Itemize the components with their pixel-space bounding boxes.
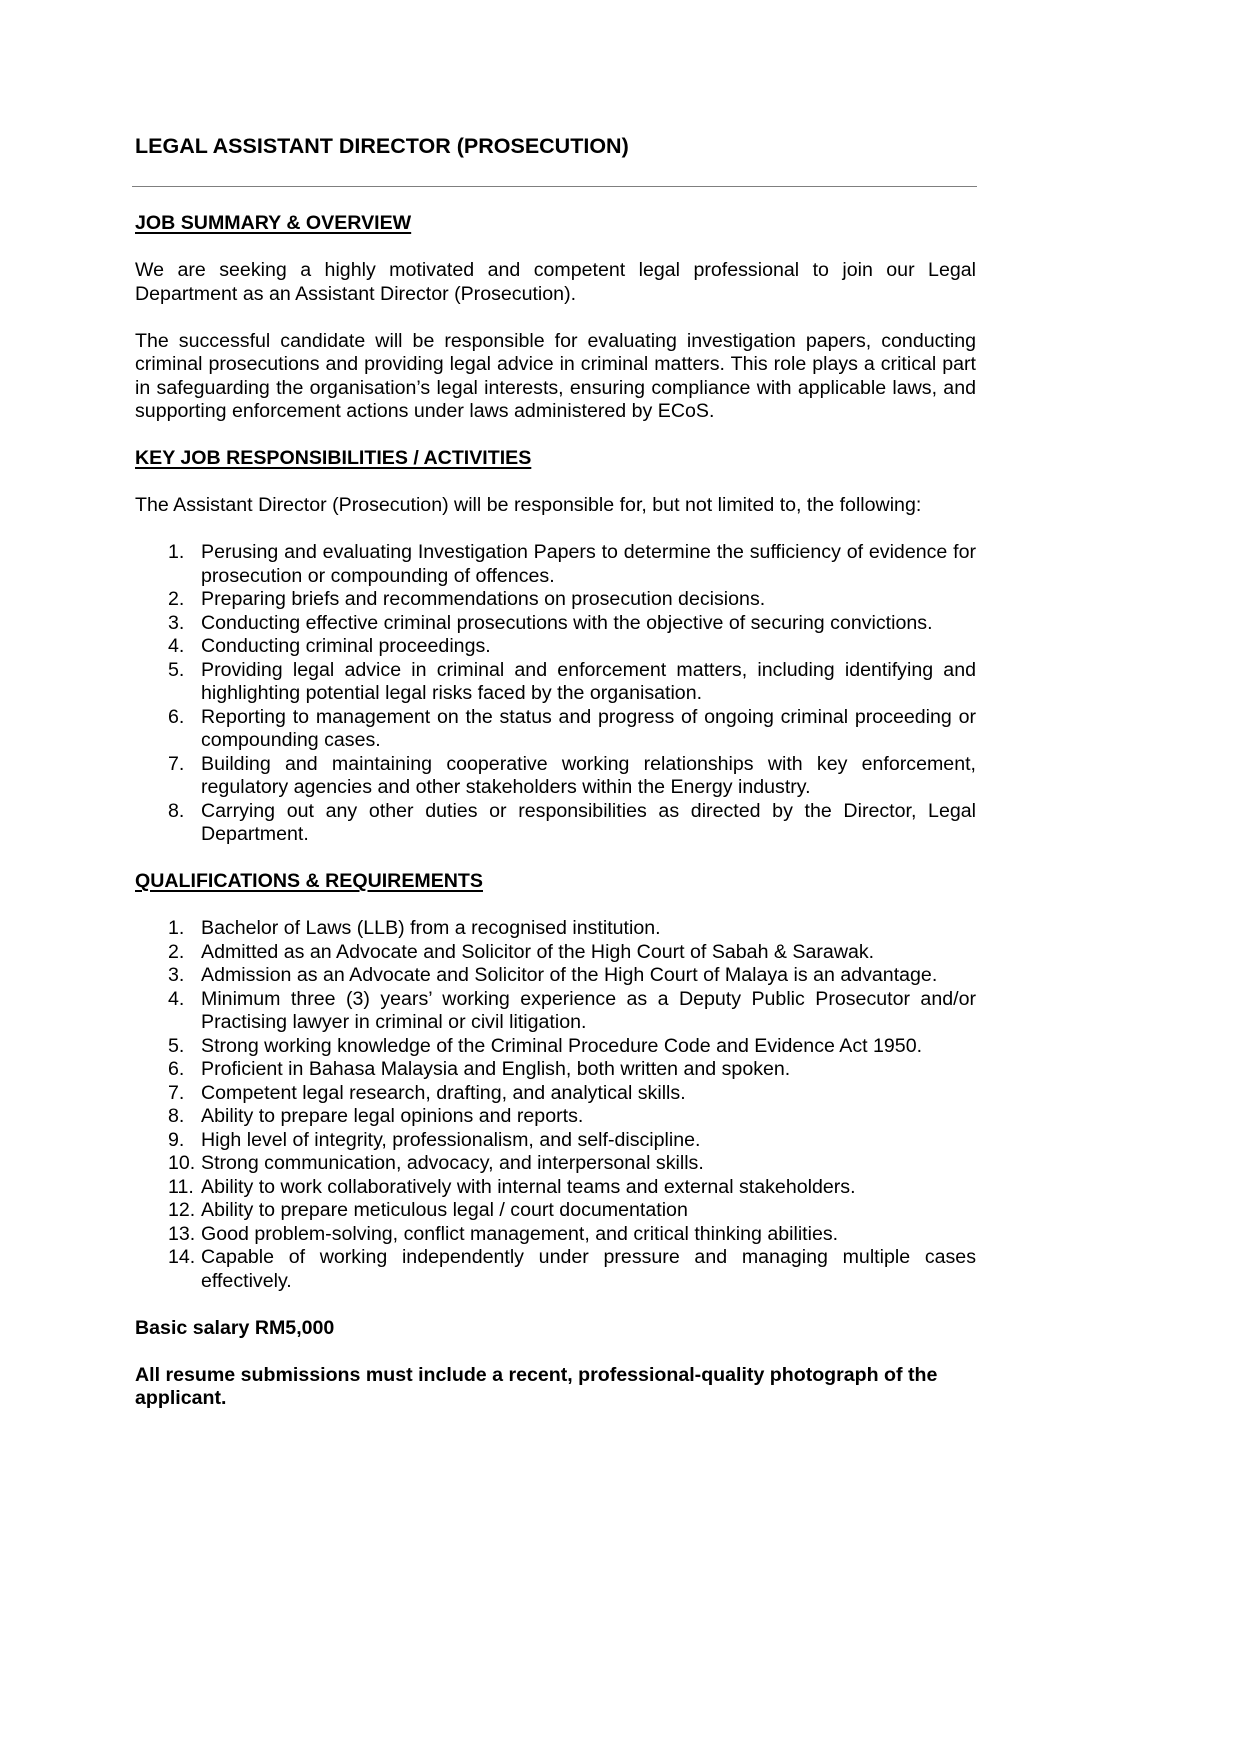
list-item: [135, 941, 976, 965]
list-number: 11.: [168, 1175, 194, 1198]
list-number: 4.: [168, 987, 185, 1010]
list-text: Admitted as an Advocate and Solicitor of the High Court of Sabah & Sarawak.: [201, 940, 875, 963]
list-text: Reporting to management on the status and progress of ongoing criminal proceeding or compounding cases.: [201, 705, 976, 751]
list-text: Carrying out any other duties or responsibilities as directed by the Director, Legal Department.: [201, 799, 976, 845]
responsibilities-heading: KEY JOB RESPONSIBILITIES / ACTIVITIES: [135, 447, 532, 469]
list-text: Providing legal advice in criminal and enforcement matters, including identifying and highlighting potential legal risks faced by the organisation.: [201, 658, 976, 704]
list-number: 10.: [168, 1152, 196, 1174]
qualifications-list: [135, 917, 976, 1293]
list-item: [135, 1223, 976, 1247]
footer-section: [135, 1317, 976, 1411]
job-summary-section: [135, 212, 976, 424]
list-number: 8.: [168, 1105, 185, 1127]
list-text: Ability to prepare meticulous legal / court documentation: [201, 1199, 688, 1221]
list-text: Conducting effective criminal prosecutions with the objective of securing convictions.: [201, 611, 933, 634]
list-number: 2.: [168, 940, 185, 963]
list-item: [135, 706, 976, 753]
list-item: [135, 917, 976, 941]
list-text: Ability to work collaboratively with internal teams and external stakeholders.: [201, 1175, 856, 1198]
list-number: 8.: [168, 799, 185, 822]
list-item: [135, 1105, 976, 1129]
list-item: [135, 1246, 976, 1293]
document-body: [135, 212, 976, 1434]
list-item: [135, 964, 976, 988]
title-divider: [132, 186, 977, 187]
list-item: [135, 1199, 976, 1223]
list-item: [135, 1176, 976, 1200]
list-item: [135, 541, 976, 588]
list-number: 6.: [168, 1058, 185, 1080]
responsibilities-section: [135, 447, 976, 847]
list-item: [135, 659, 976, 706]
list-text: Good problem-solving, conflict management, and critical thinking abilities.: [201, 1222, 839, 1245]
list-number: 3.: [168, 964, 185, 986]
responsibilities-intro: The Assistant Director (Prosecution) will be responsible for, but not limited to, the following:: [135, 494, 922, 516]
list-item: [135, 635, 976, 659]
list-number: 7.: [168, 1081, 185, 1104]
list-number: 12.: [168, 1199, 196, 1221]
list-text: Preparing briefs and recommendations on prosecution decisions.: [201, 588, 766, 610]
list-item: [135, 1152, 976, 1176]
list-item: [135, 1129, 976, 1153]
list-number: 3.: [168, 611, 185, 634]
list-item: [135, 1058, 976, 1082]
list-text: Conducting criminal proceedings.: [201, 635, 491, 657]
list-number: 1.: [168, 917, 185, 939]
list-text: Strong working knowledge of the Criminal Procedure Code and Evidence Act 1950.: [201, 1034, 923, 1057]
list-text: Proficient in Bahasa Malaysia and English, both written and spoken.: [201, 1058, 791, 1080]
summary-paragraph: We are seeking a highly motivated and competent legal professional to join our Legal Department as an Assistant Director (Prosecution).: [135, 259, 976, 305]
salary-text: Basic salary RM5,000: [135, 1316, 335, 1339]
responsibilities-list: [135, 541, 976, 847]
qualifications-section: [135, 870, 976, 1293]
list-number: 4.: [168, 635, 185, 657]
list-number: 14.: [168, 1246, 196, 1268]
list-number: 5.: [168, 658, 185, 681]
list-item: [135, 1035, 976, 1059]
list-text: Capable of working independently under pressure and managing multiple cases effectively.: [201, 1246, 976, 1292]
qualifications-heading: QUALIFICATIONS & REQUIREMENTS: [135, 870, 483, 892]
summary-paragraph: The successful candidate will be responsible for evaluating investigation papers, conducting criminal prosecutions and providing legal advice in criminal matters. This role plays a critical part in safeguarding the organisation’s legal interests, ensuring compliance with applicable laws, and supporting enforcement actions under laws administered by ECoS.: [135, 329, 976, 422]
list-text: Perusing and evaluating Investigation Papers to determine the sufficiency of evidence for prosecution or compounding of offences.: [201, 541, 976, 587]
list-text: Admission as an Advocate and Solicitor of the High Court of Malaya is an advantage.: [201, 964, 938, 986]
list-text: Building and maintaining cooperative working relationships with key enforcement, regulatory agencies and other stakeholders within the Energy industry.: [201, 752, 976, 798]
list-number: 1.: [168, 541, 185, 563]
list-text: Ability to prepare legal opinions and reports.: [201, 1105, 584, 1127]
list-item: [135, 988, 976, 1035]
job-summary-heading: JOB SUMMARY & OVERVIEW: [135, 212, 412, 234]
list-text: Bachelor of Laws (LLB) from a recognised institution.: [201, 917, 661, 939]
list-number: 5.: [168, 1034, 185, 1057]
list-item: [135, 1082, 976, 1106]
list-number: 13.: [168, 1222, 196, 1245]
list-text: Competent legal research, drafting, and analytical skills.: [201, 1081, 686, 1104]
list-number: 6.: [168, 705, 185, 728]
list-text: Strong communication, advocacy, and interpersonal skills.: [201, 1152, 704, 1174]
list-number: 9.: [168, 1128, 185, 1151]
list-text: High level of integrity, professionalism, and self-discipline.: [201, 1128, 701, 1151]
list-item: [135, 588, 976, 612]
page-title: LEGAL ASSISTANT DIRECTOR (PROSECUTION): [135, 134, 629, 158]
list-item: [135, 612, 976, 636]
resume-note: All resume submissions must include a recent, professional-quality photograph of the applicant.: [135, 1363, 938, 1409]
list-number: 7.: [168, 752, 185, 775]
list-item: [135, 800, 976, 847]
list-item: [135, 753, 976, 800]
list-number: 2.: [168, 588, 185, 610]
list-text: Minimum three (3) years’ working experience as a Deputy Public Prosecutor and/or Practising lawyer in criminal or civil litigation.: [201, 987, 976, 1033]
